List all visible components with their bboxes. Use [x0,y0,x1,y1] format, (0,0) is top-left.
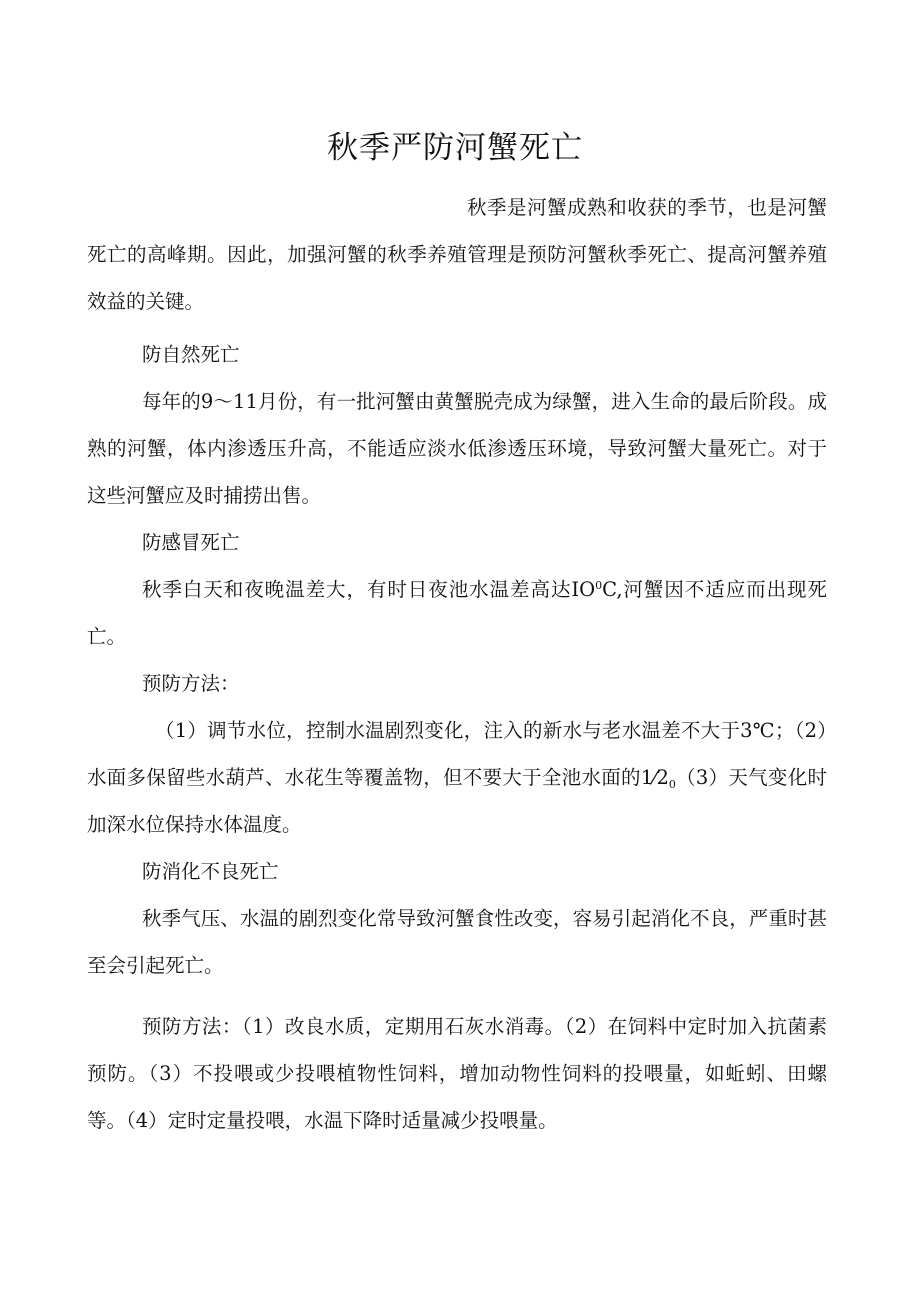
section-heading-indigestion-death: 防消化不良死亡 [142,860,279,883]
cold-method-subscript: 0 [668,778,676,791]
section-body-cold-death [87,566,827,660]
cold-body-text-b: C,河蟹因不适应而出现死亡。 [87,578,827,648]
page-title: 秋季严防河蟹死亡 [327,130,583,166]
section-heading-cold-death: 防感冒死亡 [142,531,240,554]
section-body-natural-death: 每年的9～11月份，有一批河蟹由黄蟹脱壳成为绿蟹，进入生命的最后阶段。成熟的河蟹，体内渗透压升高，不能适应淡水低渗透压环境，导致河蟹大量死亡。对于这些河蟹应及时捕捞出售。 [87,390,827,507]
section-heading-natural-death: 防自然死亡 [142,343,240,366]
cold-body-text-a: 秋季白天和夜晚温差大，有时日夜池水温差高达IO [142,578,596,601]
prevention-label-cold: 预防方法： [142,672,240,695]
cold-method-text-a: （1）调节水位，控制水温剧烈变化，注入的新水与老水温差不大于3℃；（2）水面多保留些水葫芦、水花生等覆盖物，但不要大于全池水面的1⁄2 [87,719,827,789]
intro-paragraph: 秋季是河蟹成熟和收获的季节，也是河蟹死亡的高峰期。因此，加强河蟹的秋季养殖管理是预防河蟹秋季死亡、提高河蟹养殖效益的关键。 [87,196,827,313]
prevention-methods-indigestion: 预防方法：（1）改良水质，定期用石灰水消毒。（2）在饲料中定时加入抗菌素预防。（3）不投喂或少投喂植物性饲料，增加动物性饲料的投喂量，如蚯蚓、田螺等。（4）定时定量投喂，水温下降时适量减少投喂量。 [87,1015,827,1132]
cold-body-superscript: 0 [595,579,603,592]
prevention-methods-cold [87,707,827,848]
cold-method-text-b: （3）天气变化时加深水位保持水体温度。 [87,766,827,836]
section-body-indigestion-death: 秋季气压、水温的剧烈变化常导致河蟹食性改变，容易引起消化不良，严重时甚至会引起死亡。 [87,907,827,977]
